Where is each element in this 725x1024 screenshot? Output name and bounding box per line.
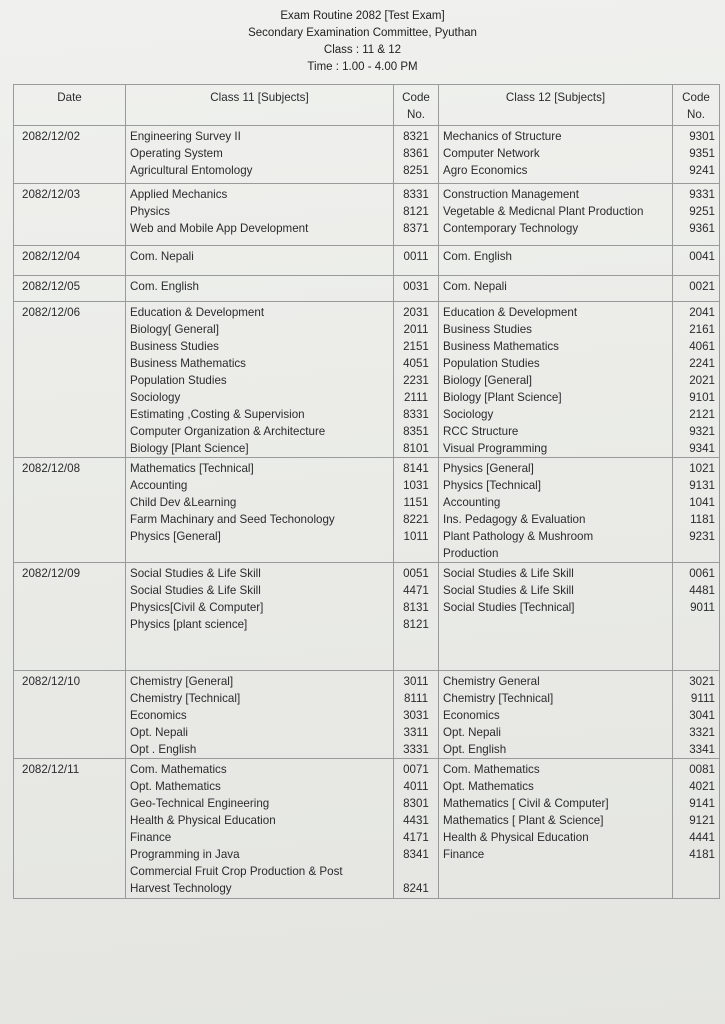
subject-code: 4181 [689,848,715,861]
subject-code: 9321 [689,425,715,438]
class12-codes-cell [673,276,720,302]
subject-name: Applied Mechanics [130,188,228,201]
subject-code: 2111 [403,391,429,404]
subject-name: Physics[Civil & Computer] [130,601,264,614]
subject-code: 4061 [689,340,715,353]
subject-name: Chemistry [General] [130,675,234,688]
subject-name: Opt . English [130,743,197,756]
exam-date: 2082/12/03 [22,188,81,201]
routine-body [14,126,720,899]
subject-name: Engineering Survey II [130,130,241,143]
subject-code: 8361 [403,147,429,160]
subject-code: 2031 [403,306,429,319]
subject-name: Health & Physical Education [130,814,276,827]
subject-code: 8331 [403,408,429,421]
class12-subjects-cell [439,759,673,899]
subject-name: Physics [General] [130,530,221,543]
subject-code: 4051 [403,357,429,370]
document-header [0,8,725,76]
class11-subjects-cell [126,276,394,302]
subject-code: 3341 [689,743,715,756]
subject-name: Social Studies & Life Skill [130,567,261,580]
subject-code: 9341 [689,442,715,455]
class12-subjects-cell [439,184,673,246]
subject-name: Physics [General] [443,462,534,475]
table-row [14,759,720,899]
subject-code: 9131 [689,479,715,492]
subject-code: 8301 [403,797,429,810]
subject-code: 1021 [689,462,715,475]
subject-code: 0081 [689,763,715,776]
class11-header: Class 11 [Subjects] [126,85,394,126]
exam-date: 2082/12/04 [22,250,81,263]
subject-name: Programming in Java [130,848,240,861]
exam-date: 2082/12/10 [22,675,81,688]
class11-subjects-cell [126,759,394,899]
subject-code: 4171 [403,831,429,844]
subject-name: Physics [Technical] [443,479,541,492]
subject-name: Chemistry [Technical] [130,692,241,705]
exam-date-cell [14,302,126,458]
class12-subjects-cell [439,671,673,759]
class11-codes-cell [394,276,439,302]
subject-code: 9141 [689,797,715,810]
subject-code [394,863,438,880]
routine-table [13,84,720,899]
subject-name: Biology [Plant Science] [443,391,562,404]
code-label: Code [682,91,710,104]
subject-name: Plant Pathology & Mushroom [443,530,594,543]
subject-code: 9241 [689,164,715,177]
class11-subjects-cell [126,563,394,671]
subject-code: 4011 [403,780,429,793]
subject-name: Com. English [130,280,199,293]
subject-code: 2041 [689,306,715,319]
subject-name: Geo-Technical Engineering [130,797,270,810]
exam-date-cell [14,246,126,276]
table-row [14,458,720,563]
subject-name: Production [443,547,499,560]
subject-code: 3031 [403,709,429,722]
subject-name: Opt. Nepali [443,726,501,739]
class12-subjects-cell [439,563,673,671]
exam-date: 2082/12/08 [22,462,81,475]
class11-codes-cell [394,563,439,671]
subject-name: Social Studies & Life Skill [443,567,574,580]
class12-codes-cell [673,759,720,899]
subject-name: Business Mathematics [130,357,246,370]
subject-code: 4481 [689,584,715,597]
subject-name: Chemistry General [443,675,540,688]
subject-code: 0011 [403,250,429,263]
exam-date-cell [14,276,126,302]
subject-name: Education & Development [130,306,265,319]
subject-name: Mathematics [ Plant & Science] [443,814,604,827]
subject-code: 8341 [403,848,429,861]
subject-name: Ins. Pedagogy & Evaluation [443,513,586,526]
subject-code: 1011 [403,530,429,543]
subject-code: 1151 [403,496,429,509]
class12-codes-cell [673,458,720,563]
subject-code: 0021 [689,280,715,293]
subject-code: 3311 [403,726,429,739]
subject-name: Com. Mathematics [130,763,227,776]
table-row [14,246,720,276]
class12-subjects-cell [439,246,673,276]
exam-date-cell [14,759,126,899]
subject-name: Sociology [443,408,494,421]
subject-name: Opt. English [443,743,507,756]
subject-code: 9231 [689,530,715,543]
subject-code: 4021 [689,780,715,793]
table-row [14,302,720,458]
subject-code: 8141 [403,462,429,475]
class12-codes-cell [673,126,720,184]
subject-code: 8111 [403,692,429,705]
class12-subjects-cell [439,302,673,458]
subject-code: 1031 [403,479,429,492]
exam-date-cell [14,563,126,671]
subject-code: 8241 [403,882,429,895]
subject-name: Com. Nepali [130,250,194,263]
class12-codes-cell [673,563,720,671]
subject-code: 9101 [689,391,715,404]
subject-code: 8221 [403,513,429,526]
class12-codes-cell [673,246,720,276]
subject-name: Com. Nepali [443,280,507,293]
exam-date: 2082/12/09 [22,567,81,580]
subject-code: 9331 [689,188,715,201]
table-row [14,276,720,302]
subject-code: 2121 [689,408,715,421]
class11-subjects-cell [126,458,394,563]
class11-subjects-cell [126,246,394,276]
class12-codes-cell [673,671,720,759]
subject-name: Farm Machinary and Seed Techonology [130,513,335,526]
subject-code: 8351 [403,425,429,438]
subject-name: Economics [443,709,500,722]
exam-date: 2082/12/05 [22,280,81,293]
subject-name: Social Studies & Life Skill [443,584,574,597]
class11-codes-cell [394,458,439,563]
code11-header [394,85,439,126]
subject-name: Chemistry [Technical] [443,692,554,705]
subject-code: 2021 [689,374,715,387]
subject-name: Business Mathematics [443,340,559,353]
subject-code: 8101 [403,442,429,455]
code12-header [673,85,720,126]
class11-subjects-cell [126,126,394,184]
subject-name: Opt. Mathematics [443,780,534,793]
class11-subjects-cell [126,184,394,246]
subject-name: Finance [443,848,485,861]
document-title: Exam Routine 2082 [Test Exam] [280,10,445,22]
subject-name: Harvest Technology [130,882,232,895]
subject-name: Biology [Plant Science] [130,442,249,455]
subject-code: 3331 [403,743,429,756]
exam-date-cell [14,671,126,759]
class12-header: Class 12 [Subjects] [439,85,673,126]
class11-codes-cell [394,126,439,184]
subject-name: Population Studies [130,374,227,387]
no-label: No. [406,108,426,121]
class12-subjects-cell [439,126,673,184]
subject-code: 2231 [403,374,429,387]
class12-subjects-cell [439,276,673,302]
class11-codes-cell [394,184,439,246]
class12-codes-cell [673,302,720,458]
subject-name: Accounting [443,496,501,509]
subject-code: 8121 [403,618,429,631]
subject-code: 8331 [403,188,429,201]
table-row [14,563,720,671]
subject-name: Physics [130,205,170,218]
subject-code: 9111 [690,692,715,705]
committee-name: Secondary Examination Committee, Pyuthan [248,27,477,39]
subject-code: 4441 [689,831,715,844]
subject-code: 8321 [403,130,429,143]
subject-name: Web and Mobile App Development [130,222,309,235]
subject-code: 3321 [689,726,715,739]
subject-name: Mathematics [ Civil & Computer] [443,797,609,810]
exam-date: 2082/12/06 [22,306,81,319]
exam-date-cell [14,458,126,563]
class11-codes-cell [394,302,439,458]
subject-code: 4431 [403,814,429,827]
time-line: Time : 1.00 - 4.00 PM [307,61,418,73]
subject-code: 9251 [689,205,715,218]
subject-name: Economics [130,709,187,722]
subject-code: 2011 [403,323,429,336]
subject-code: 8371 [403,222,429,235]
subject-code: 8131 [403,601,429,614]
subject-name: Social Studies [Technical] [443,601,575,614]
subject-code: 0041 [689,250,715,263]
subject-name: Opt. Nepali [130,726,188,739]
subject-name: Com. English [443,250,512,263]
date-header: Date [14,85,126,126]
subject-name: Business Studies [130,340,219,353]
class11-codes-cell [394,671,439,759]
table-row [14,126,720,184]
subject-name: Education & Development [443,306,578,319]
subject-code: 8121 [403,205,429,218]
subject-code: 1041 [689,496,715,509]
subject-name: Finance [130,831,172,844]
subject-name: Construction Management [443,188,579,201]
subject-code: 9351 [689,147,715,160]
no-label: No. [686,108,706,121]
subject-code: 0071 [403,763,429,776]
subject-code: 4471 [403,584,429,597]
table-row [14,671,720,759]
class12-subjects-cell [439,458,673,563]
subject-name: Vegetable & Medicnal Plant Production [443,205,644,218]
subject-code: 0061 [689,567,715,580]
subject-code: 2151 [403,340,429,353]
subject-name: Visual Programming [443,442,548,455]
subject-code: 9011 [690,601,715,614]
code-label: Code [402,91,430,104]
subject-name: Biology [General] [443,374,532,387]
subject-code: 3021 [689,675,715,688]
subject-name: Biology[ General] [130,323,219,336]
subject-name: Agro Economics [443,164,528,177]
subject-name: Mathematics [Technical] [130,462,254,475]
subject-name: Contemporary Technology [443,222,579,235]
subject-name: Computer Network [443,147,540,160]
subject-name: Computer Organization & Architecture [130,425,326,438]
subject-name: Agricultural Entomology [130,164,253,177]
exam-date-cell [14,126,126,184]
subject-name: Accounting [130,479,188,492]
subject-code: 3041 [689,709,715,722]
subject-code: 9361 [689,222,715,235]
subject-name: Estimating ,Costing & Supervision [130,408,305,421]
table-header-row [14,85,720,126]
subject-code: 1181 [690,513,715,526]
subject-name: Population Studies [443,357,540,370]
subject-code: 9121 [689,814,715,827]
exam-date-cell [14,184,126,246]
subject-code: 0031 [403,280,429,293]
subject-name: RCC Structure [443,425,519,438]
class12-codes-cell [673,184,720,246]
class-line: Class : 11 & 12 [323,44,402,56]
exam-date: 2082/12/02 [22,130,81,143]
exam-date: 2082/12/11 [22,763,80,776]
class11-codes-cell [394,759,439,899]
subject-name: Child Dev &Learning [130,496,237,509]
class11-subjects-cell [126,671,394,759]
class11-subjects-cell [126,302,394,458]
subject-name: Mechanics of Structure [443,130,562,143]
subject-code: 9301 [689,130,715,143]
subject-name: Social Studies & Life Skill [130,584,261,597]
subject-name: Commercial Fruit Crop Production & Post [130,865,343,878]
subject-name: Sociology [130,391,181,404]
subject-code: 2161 [689,323,715,336]
subject-name: Com. Mathematics [443,763,540,776]
subject-name: Physics [plant science] [130,618,248,631]
subject-code: 3011 [403,675,429,688]
subject-name: Operating System [130,147,223,160]
subject-name: Health & Physical Education [443,831,589,844]
subject-code: 8251 [403,164,429,177]
subject-name: Opt. Mathematics [130,780,221,793]
class11-codes-cell [394,246,439,276]
subject-code: 0051 [403,567,429,580]
subject-code: 2241 [689,357,715,370]
subject-name: Business Studies [443,323,532,336]
table-row [14,184,720,246]
